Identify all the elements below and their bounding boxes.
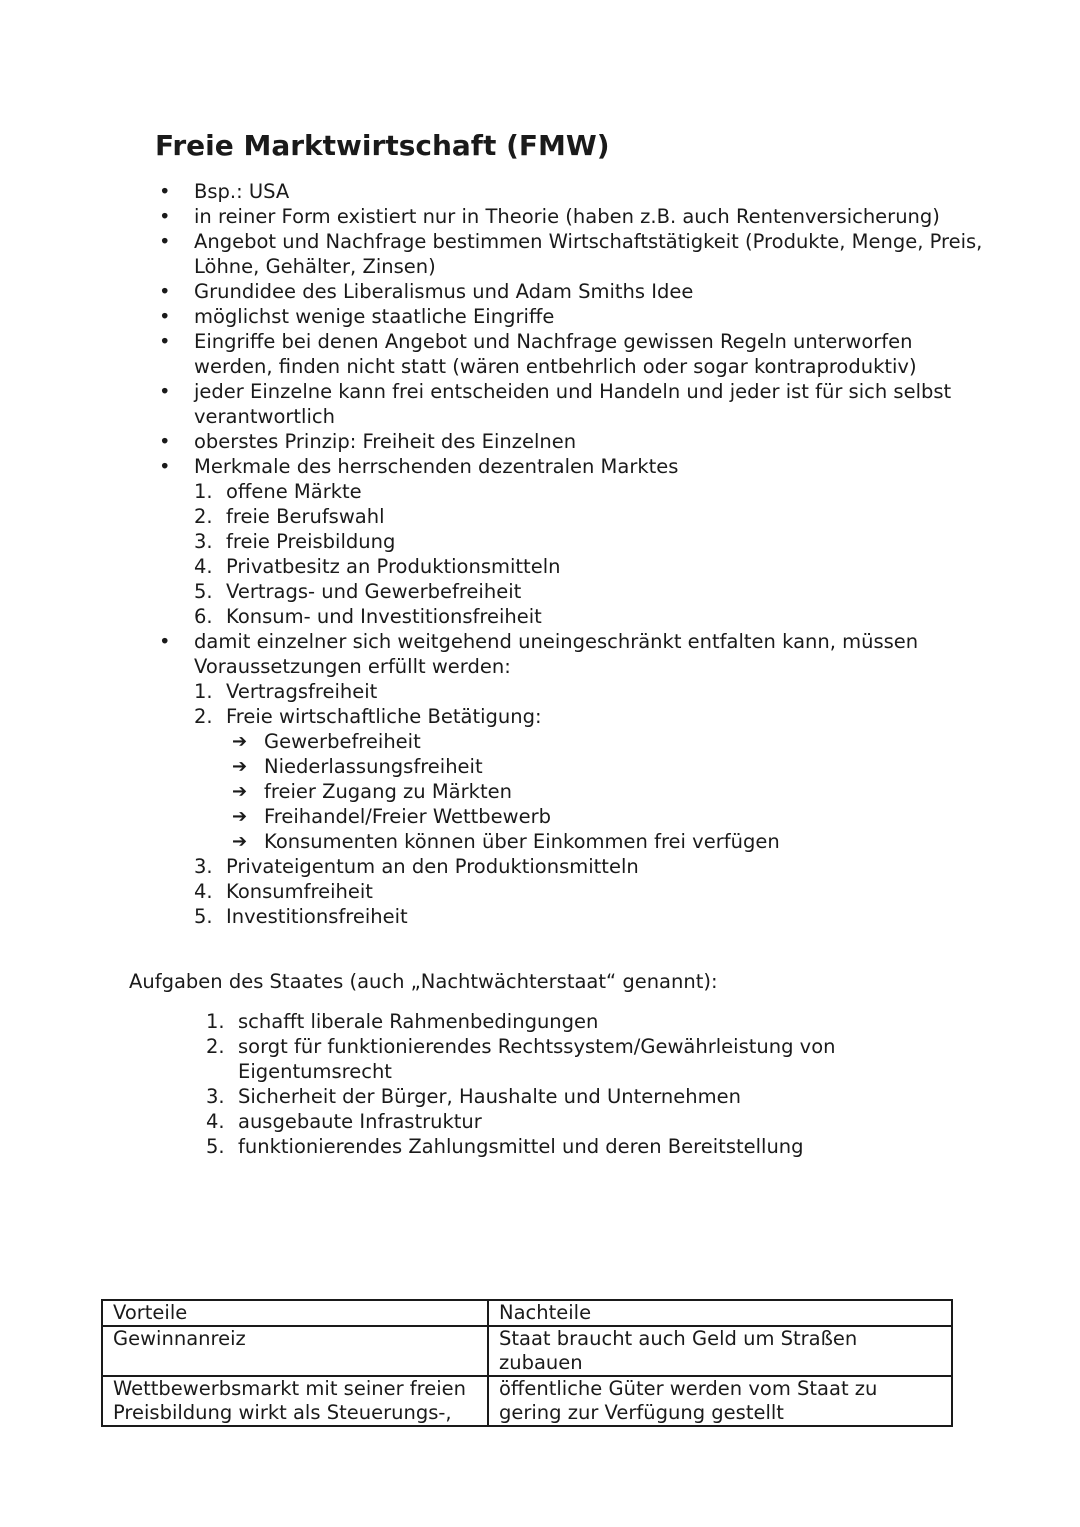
bullet-icon: •: [159, 280, 171, 303]
table-cell-disadvantage: öffentliche Güter werden vom Staat zu gering zur Verfügung gestellt: [488, 1376, 952, 1426]
list-item: [194, 554, 985, 579]
bullet-text: Eingriffe bei denen Angebot und Nachfrage gewissen Regeln unterworfen werden, finden nicht statt (wären entbehrlich oder sogar kontraproduktiv): [194, 330, 917, 378]
arrow-item-text: freier Zugang zu Märkten: [264, 780, 512, 803]
header-advantages: Vorteile: [102, 1300, 488, 1326]
table-row: [102, 1326, 952, 1376]
list-number: 5.: [194, 905, 213, 928]
pros-cons-table: [101, 1299, 953, 1427]
list-number: 4.: [206, 1110, 225, 1133]
arrow-right-icon: ➔: [232, 756, 248, 777]
bullet-item: [155, 329, 985, 379]
arrow-item-text: Freihandel/Freier Wettbewerb: [264, 805, 551, 828]
bullet-item: [155, 454, 985, 629]
list-number: 3.: [194, 530, 213, 553]
list-text: Vertrags- und Gewerbefreiheit: [226, 580, 522, 603]
bullet-icon: •: [159, 230, 171, 253]
bullet-icon: •: [159, 380, 171, 403]
list-text: Privatbesitz an Produktionsmitteln: [226, 555, 561, 578]
bullet-item: [155, 229, 985, 279]
arrow-item: [194, 779, 985, 804]
list-text: sorgt für funktionierendes Rechtssystem/Gewährleistung von Eigentumsrecht: [238, 1035, 836, 1083]
list-text: schafft liberale Rahmenbedingungen: [238, 1010, 599, 1033]
list-number: 1.: [194, 480, 213, 503]
arrow-item: [194, 804, 985, 829]
bullet-icon: •: [159, 305, 171, 328]
arrow-right-icon: ➔: [232, 831, 248, 852]
list-item: [194, 679, 985, 704]
list-text: ausgebaute Infrastruktur: [238, 1110, 482, 1133]
list-item: [194, 479, 985, 504]
list-number: 4.: [194, 555, 213, 578]
economic-activity-details: [194, 729, 985, 854]
bullet-icon: •: [159, 205, 171, 228]
arrow-item: [194, 829, 985, 854]
list-text: funktionierendes Zahlungsmittel und deren Bereitstellung: [238, 1135, 804, 1158]
arrow-right-icon: ➔: [232, 806, 248, 827]
list-item: [206, 1109, 926, 1134]
bullet-item: [155, 204, 985, 229]
table-cell-advantage: Gewinnanreiz: [102, 1326, 488, 1376]
list-number: 1.: [206, 1010, 225, 1033]
list-number: 5.: [194, 580, 213, 603]
bullet-icon: •: [159, 430, 171, 453]
list-number: 2.: [194, 505, 213, 528]
state-tasks-heading: Aufgaben des Staates (auch „Nachtwächterstaat“ genannt):: [129, 970, 718, 993]
list-text: freie Berufswahl: [226, 505, 385, 528]
list-number: 1.: [194, 680, 213, 703]
list-item: [194, 529, 985, 554]
bullet-icon: •: [159, 630, 171, 653]
main-bullet-list: [155, 179, 985, 929]
list-number: 5.: [206, 1135, 225, 1158]
arrow-item-text: Konsumenten können über Einkommen frei verfügen: [264, 830, 780, 853]
bullet-text: Bsp.: USA: [194, 180, 290, 203]
bullet-item: [155, 179, 985, 204]
bullet-item: [155, 279, 985, 304]
bullet-item: [155, 304, 985, 329]
bullet-text: jeder Einzelne kann frei entscheiden und Handeln und jeder ist für sich selbst verantwortlich: [194, 380, 952, 428]
list-text: offene Märkte: [226, 480, 362, 503]
bullet-text: möglichst wenige staatliche Eingriffe: [194, 305, 555, 328]
list-item: [194, 604, 985, 629]
table-row: [102, 1376, 952, 1426]
list-number: 6.: [194, 605, 213, 628]
state-tasks-list: [206, 1009, 926, 1159]
list-number: 3.: [206, 1085, 225, 1108]
bullet-text: Grundidee des Liberalismus und Adam Smiths Idee: [194, 280, 694, 303]
list-item: [194, 904, 985, 929]
list-text: Sicherheit der Bürger, Haushalte und Unternehmen: [238, 1085, 741, 1108]
list-item: [206, 1034, 926, 1084]
bullet-text: in reiner Form existiert nur in Theorie (haben z.B. auch Rentenversicherung): [194, 205, 940, 228]
arrow-item: [194, 754, 985, 779]
table-cell-disadvantage: Staat braucht auch Geld um Straßen zubauen: [488, 1326, 952, 1376]
list-item: [206, 1009, 926, 1034]
bullet-item: [155, 429, 985, 454]
bullet-text: damit einzelner sich weitgehend uneingeschränkt entfalten kann, müssen Voraussetzungen erfüllt werden:: [194, 630, 919, 678]
list-number: 2.: [194, 705, 213, 728]
list-item: [194, 879, 985, 904]
bullet-item: [155, 379, 985, 429]
table-header-row: [102, 1300, 952, 1326]
bullet-icon: •: [159, 180, 171, 203]
list-text: Privateigentum an den Produktionsmitteln: [226, 855, 639, 878]
list-item: [194, 504, 985, 529]
bullet-text: oberstes Prinzip: Freiheit des Einzelnen: [194, 430, 577, 453]
list-item: [206, 1084, 926, 1109]
page-title: Freie Marktwirtschaft (FMW): [155, 129, 610, 162]
list-text: Konsumfreiheit: [226, 880, 373, 903]
arrow-item-text: Niederlassungsfreiheit: [264, 755, 483, 778]
list-text: Freie wirtschaftliche Betätigung:: [226, 705, 542, 728]
list-number: 4.: [194, 880, 213, 903]
table-cell-advantage: Wettbewerbsmarkt mit seiner freien Preisbildung wirkt als Steuerungs-,: [102, 1376, 488, 1426]
bullet-item: [155, 629, 985, 929]
list-number: 2.: [206, 1035, 225, 1058]
list-item: [206, 1134, 926, 1159]
bullet-icon: •: [159, 330, 171, 353]
header-disadvantages: Nachteile: [488, 1300, 952, 1326]
arrow-item-text: Gewerbefreiheit: [264, 730, 421, 753]
arrow-right-icon: ➔: [232, 781, 248, 802]
bullet-text: Angebot und Nachfrage bestimmen Wirtschaftstätigkeit (Produkte, Menge, Preis, Löhne, Gehälter, Zinsen): [194, 230, 983, 278]
list-item: [194, 704, 985, 729]
list-item: [194, 854, 985, 879]
requirements-list-continued: [194, 854, 985, 929]
list-text: Konsum- und Investitionsfreiheit: [226, 605, 542, 628]
list-text: freie Preisbildung: [226, 530, 396, 553]
list-item: [194, 579, 985, 604]
arrow-item: [194, 729, 985, 754]
bullet-text: Merkmale des herrschenden dezentralen Marktes: [194, 455, 679, 478]
list-text: Investitionsfreiheit: [226, 905, 408, 928]
list-text: Vertragsfreiheit: [226, 680, 378, 703]
requirements-list: [194, 679, 985, 729]
arrow-right-icon: ➔: [232, 731, 248, 752]
market-features-list: [194, 479, 985, 629]
bullet-icon: •: [159, 455, 171, 478]
list-number: 3.: [194, 855, 213, 878]
